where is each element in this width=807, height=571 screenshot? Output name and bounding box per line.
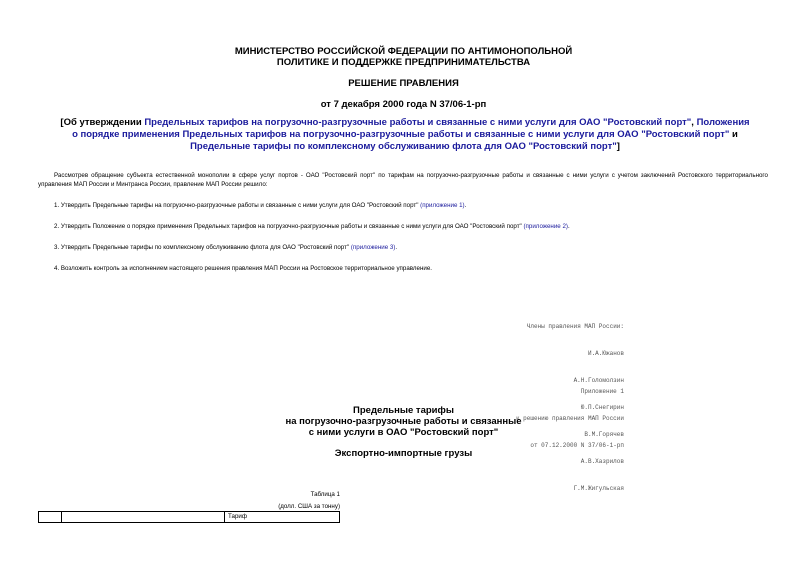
subject-open: [Об утверждении [60,117,145,128]
item-4-text: 4. Возложить контроль за исполнением настоящего решения правления МАП России на Ростовское территориальное управление. [54,265,433,272]
subject-link-regulation[interactable]: Положения о порядке применения Предельных тарифов на погрузочно-разгрузочные работы и связанные с ними услуги для ОАО "Ростовский порт" [72,117,750,140]
item-1-link[interactable]: (приложение 1) [420,202,465,209]
table-caption: Таблица 1 [310,491,340,498]
doc-date: от 7 декабря 2000 года N 37/06-1-рп [320,99,487,110]
subject-close: ] [616,141,620,152]
preamble: Рассмотрев обращение субъекта естественной монополии в сфере услуг портов - ОАО "Ростовский порт" по тарифам на погрузочно-разгрузочные работы и связанные с ними услуги с учетом заключений Ростовского территориального управления МАП России и Минтранса России, правление МАП России решило: [38,172,768,188]
signature-name: А.В.Хазрилов [580,458,624,465]
item-2-text: 2. Утвердить Положение о порядке применения Предельных тарифов на погрузочно-разгрузочные работы и связанные с ними услуги для ОАО "Ростовский порт" [54,223,524,230]
appendix-line-1: Приложение 1 [580,388,624,395]
table-column-border [224,511,225,523]
tariffs-title-1: Предельные тарифы [353,405,454,416]
item-1 [54,201,466,210]
signature-name: Г.М.Жигульская [573,485,624,492]
item-1-tail: . [464,202,467,209]
item-3 [54,243,397,252]
ministry-line-1: МИНИСТЕРСТВО РОССИЙСКОЙ ФЕДЕРАЦИИ ПО АНТИМОНОПОЛЬНОЙ [234,46,573,57]
subject-link-fleet-tariffs[interactable]: Предельные тарифы по комплексному обслуживанию флота для ОАО "Ростовский порт" [190,141,617,152]
tariffs-title-3: с ними услуги в ОАО "Ростовский порт" [308,427,499,438]
tariffs-title-2: на погрузочно-разгрузочные работы и связанные [285,416,522,427]
doc-type: РЕШЕНИЕ ПРАВЛЕНИЯ [348,78,459,89]
table-left-border [38,511,39,523]
table-units: (долл. США за тонну) [278,503,340,510]
item-3-tail: . [395,244,398,251]
subject-link-tariffs[interactable]: Предельных тарифов на погрузочно-разгрузочные работы и связанные с ними услуги для ОАО "Ростовский порт" [144,117,692,128]
item-3-link[interactable]: (приложение 3) [350,244,396,251]
table-header-tariff: Тариф [228,513,247,520]
subject-block [60,117,750,153]
item-2-tail: . [567,223,570,230]
signature-name: А.Н.Голомолзин [573,377,624,384]
item-2-link[interactable]: (приложение 2) [523,223,568,230]
subject-sep-2: и [729,129,738,140]
table-right-border [339,511,340,523]
appendix-line-3: от 07.12.2000 N 37/06-1-рп [530,442,624,449]
signature-name: В.М.Горячев [584,431,624,438]
signature-name: Ю.П.Снегирин [580,404,624,411]
signatures-title: Члены правления МАП России: [526,323,624,330]
item-1-text: 1. Утвердить Предельные тарифы на погрузочно-разгрузочные работы и связанные с ними услуги для ОАО "Ростовский порт" [54,202,421,209]
tariffs-subtitle: Экспортно-импортные грузы [334,448,473,459]
table-row-border [38,522,340,523]
table-column-border [61,511,62,523]
ministry-line-2: ПОЛИТИКЕ И ПОДДЕРЖКЕ ПРЕДПРИНИМАТЕЛЬСТВА [276,57,531,68]
table-top-border [38,511,340,512]
item-3-text: 3. Утвердить Предельные тарифы по комплексному обслуживанию флота для ОАО "Ростовский порт" [54,244,351,251]
signature-name: И.А.Южанов [587,350,624,357]
subject-sep-1: , [691,117,697,128]
appendix-line-2: к решению правления МАП России [515,415,624,422]
item-4 [54,264,432,273]
item-2 [54,222,570,231]
